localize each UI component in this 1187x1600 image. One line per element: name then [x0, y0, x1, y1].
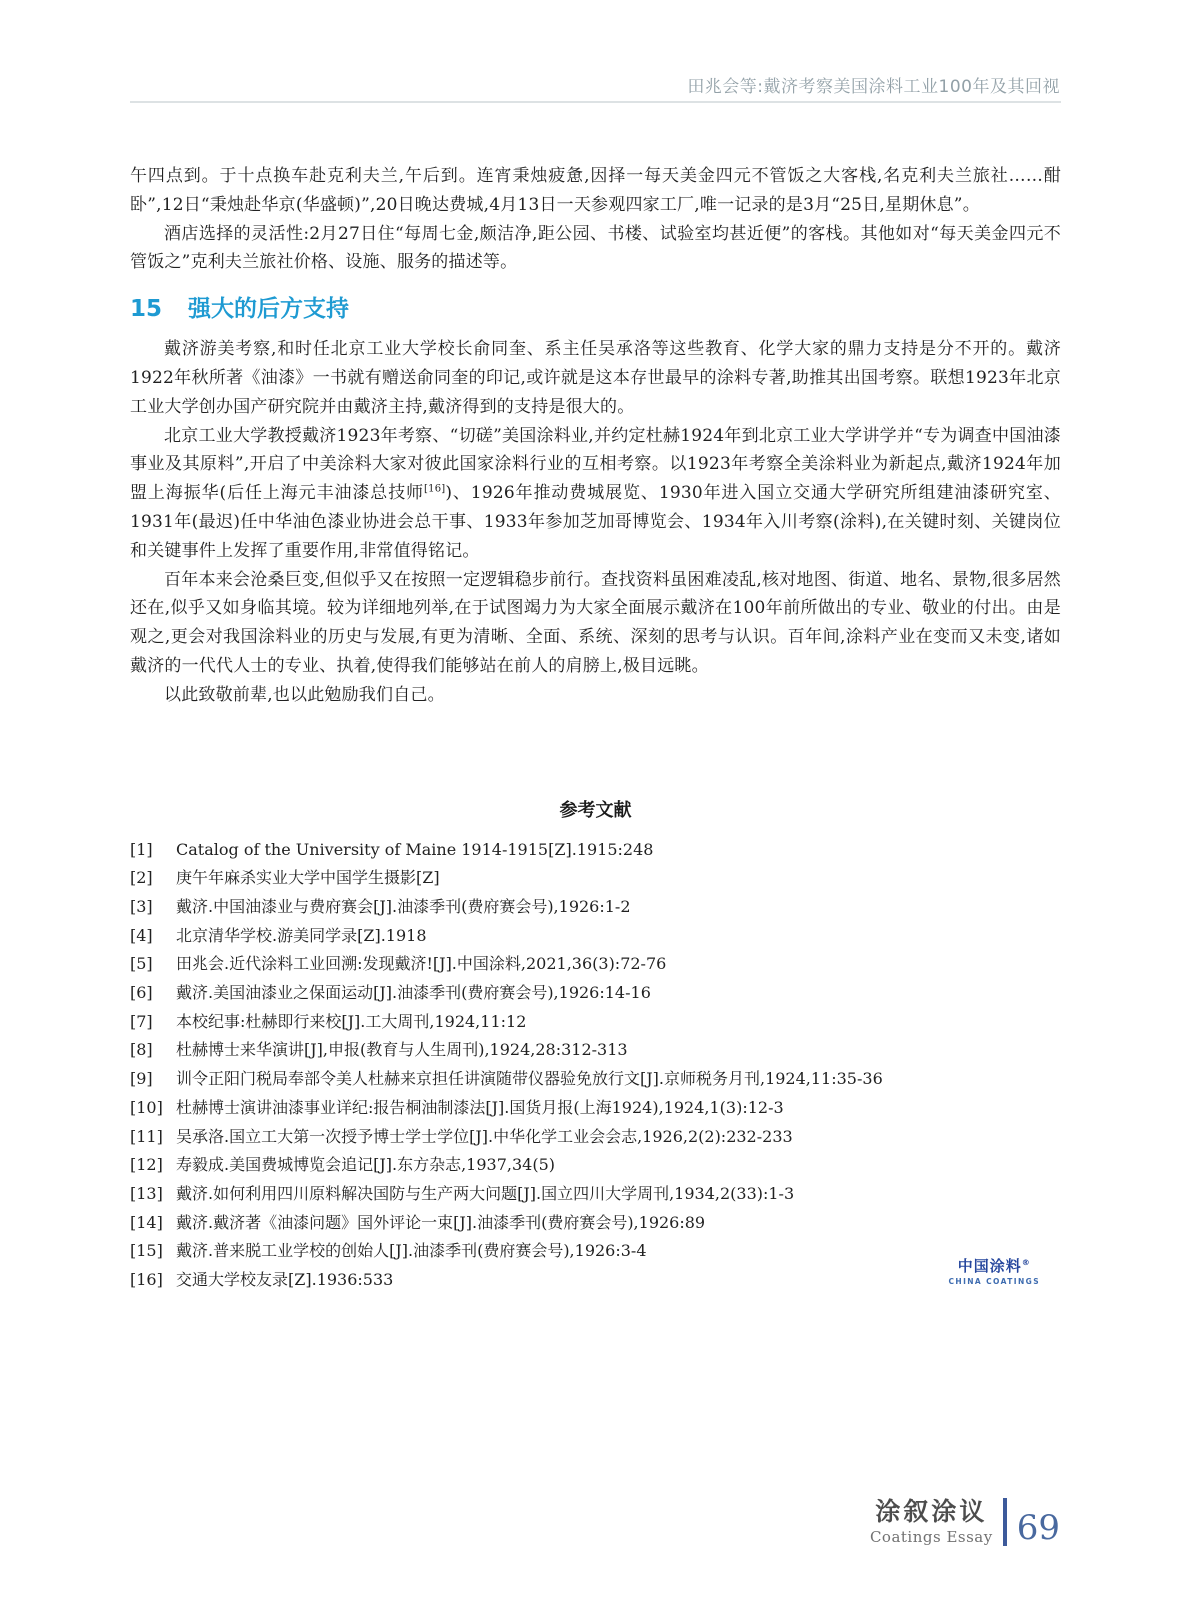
reference-item [130, 950, 1061, 979]
article-body [130, 162, 1061, 1295]
reference-number: [4] [130, 925, 153, 945]
reference-item [130, 1123, 1061, 1152]
reference-number: [2] [130, 868, 153, 888]
reference-number: [1] [130, 839, 153, 859]
reference-text: Catalog of the University of Maine 1914-1915[Z].1915:248 [176, 839, 654, 859]
page-footer [870, 1498, 1060, 1546]
page-number: 69 [1016, 1508, 1060, 1548]
paragraph: 戴济游美考察,和时任北京工业大学校长俞同奎、系主任吴承洛等这些教育、化学大家的鼎力支持是分不开的。戴济1922年秋所著《油漆》一书就有赠送俞同奎的印记,或许就是这本存世最早的涂料专著,助推其出国考察。联想1923年北京工业大学创办国产研究院并由戴济主持,戴济得到的支持是很大的。 [130, 339, 1061, 417]
logo-name-cn [948, 1258, 1040, 1274]
reference-text: 寿毅成.美国费城博览会追记[J].东方杂志,1937,34(5) [176, 1155, 555, 1175]
reference-text: 田兆会.近代涂料工业回溯:发现戴济![J].中国涂料,2021,36(3):72-76 [176, 954, 667, 974]
reference-text: 北京清华学校.游美同学录[Z].1918 [176, 925, 427, 945]
paragraph [130, 422, 1061, 566]
reference-text: 戴济.戴济著《油漆问题》国外评论一束[J].油漆季刊(费府赛会号),1926:89 [176, 1212, 706, 1232]
reference-text: 交通大学校友录[Z].1936:533 [176, 1270, 394, 1290]
reference-number: [6] [130, 983, 153, 1003]
paragraph: 午四点到。于十点换车赴克利夫兰,午后到。连宵秉烛疲惫,因择一每天美金四元不管饭之大客栈,名克利夫兰旅社……酣卧”,12日“秉烛赴华京(华盛顿)”,20日晚达费城,4月13日一天参观四家工厂,唯一记录的是3月“25日,星期休息”。 [130, 166, 1061, 215]
china-coatings-logo [948, 1258, 1040, 1286]
reference-text: 训令正阳门税局奉部令美人杜赫来京担任讲演随带仪器验免放行文[J].京师税务月刊,1924,11:35-36 [176, 1069, 883, 1089]
reference-number: [12] [130, 1155, 163, 1175]
reference-number: [5] [130, 954, 153, 974]
section-title: 强大的后方支持 [188, 296, 350, 323]
paragraph-text: )、1926年推动费城展览、1930年进入国立交通大学研究所组建油漆研究室、1931年(最迟)任中华油色漆业协进会总干事、1933年参加芝加哥博览会、1934年入川考察(涂料),在关键时刻、关键岗位和关键事件上发挥了重要作用,非常值得铭记。 [130, 483, 1061, 561]
reference-item [130, 1036, 1061, 1065]
reference-number: [14] [130, 1212, 163, 1232]
reference-item [130, 1266, 1061, 1295]
reference-number: [9] [130, 1069, 153, 1089]
paragraph: 以此致敬前辈,也以此勉励我们自己。 [164, 684, 445, 705]
reference-number: [8] [130, 1040, 153, 1060]
reference-number: [11] [130, 1126, 163, 1146]
reference-text: 杜赫博士来华演讲[J],申报(教育与人生周刊),1924,28:312-313 [176, 1040, 628, 1060]
reference-text: 戴济.如何利用四川原料解决国防与生产两大问题[J].国立四川大学周刊,1934,2(33):1-3 [176, 1183, 795, 1203]
section-number: 15 [130, 296, 163, 323]
footer-column-en: Coatings Essay [869, 1528, 993, 1546]
citation-superscript: [16] [424, 483, 446, 495]
logo-text: 中国涂料 [957, 1257, 1022, 1275]
header-rule [130, 101, 1061, 103]
reference-item [130, 922, 1061, 951]
section-heading [130, 294, 1061, 324]
paragraph-text: 北京工业大学教授戴济1923年考察、“切磋”美国涂料业,并约定杜赫1924年到北京工业大学讲学并“专为调查中国油漆事业及其原料”,开启了中美涂料大家对彼此国家涂料行业的互相考察。以1923年考察全美涂料业为新起点,戴济1924年加盟上海振华(后任上海元丰油漆总技师 [130, 425, 1061, 504]
reference-text: 戴济.美国油漆业之保面运动[J].油漆季刊(费府赛会号),1926:14-16 [176, 983, 651, 1003]
references-heading: 参考文献 [559, 799, 632, 821]
reference-item [130, 979, 1061, 1008]
reference-number: [10] [130, 1097, 163, 1117]
reference-number: [15] [130, 1241, 163, 1261]
reference-text: 本校纪事:杜赫即行来校[J].工大周刊,1924,11:12 [176, 1011, 527, 1031]
running-head: 田兆会等:戴济考察美国涂料工业100年及其回视 [687, 77, 1060, 97]
reference-item [130, 893, 1061, 922]
reference-number: [7] [130, 1011, 153, 1031]
reference-number: [13] [130, 1183, 163, 1203]
footer-column-cn: 涂叙涂议 [875, 1497, 988, 1526]
reference-text: 庚午年麻杀实业大学中国学生摄影[Z] [176, 868, 440, 888]
paragraph: 百年本来会沧桑巨变,但似乎又在按照一定逻辑稳步前行。查找资料虽困难凌乱,核对地图、街道、地名、景物,很多居然还在,似乎又如身临其境。较为详细地列举,在于试图竭力为大家全面展示戴济在100年前所做出的专业、敬业的付出。由是观之,更会对我国涂料业的历史与发展,有更为清晰、全面、系统、深刻的思考与认识。百年间,涂料产业在变而又未变,诸如戴济的一代代人士的专业、执着,使得我们能够站在前人的肩膀上,极目远眺。 [130, 569, 1061, 676]
footer-column-title [870, 1498, 1003, 1546]
references-list [130, 836, 1061, 1295]
reference-text: 吴承洛.国立工大第一次授予博士学士学位[J].中华化学工业会会志,1926,2(2):232-233 [176, 1126, 793, 1146]
reference-text: 戴济.中国油漆业与费府赛会[J].油漆季刊(费府赛会号),1926:1-2 [176, 896, 631, 916]
reference-number: [16] [130, 1270, 163, 1290]
reference-item [130, 1180, 1061, 1209]
reference-item [130, 1151, 1061, 1180]
reference-item [130, 864, 1061, 893]
reference-item [130, 836, 1061, 865]
registered-trademark-icon: ® [1021, 1258, 1031, 1267]
reference-item [130, 1237, 1061, 1266]
paragraph: 酒店选择的灵活性:2月27日住“每周七金,颇洁净,距公园、书楼、试验室均甚近便”的客栈。其他如对“每天美金四元不管饭之”克利夫兰旅社价格、设施、服务的描述等。 [130, 223, 1061, 273]
reference-text: 杜赫博士演讲油漆事业详纪:报告桐油制漆法[J].国货月报(上海1924),1924,1(3):12-3 [176, 1097, 784, 1117]
reference-item [130, 1065, 1061, 1094]
logo-name-en: CHINA COATINGS [948, 1277, 1040, 1286]
reference-text: 戴济.普来脱工业学校的创始人[J].油漆季刊(费府赛会号),1926:3-4 [176, 1241, 647, 1261]
reference-item [130, 1209, 1061, 1238]
reference-item [130, 1094, 1061, 1123]
reference-item [130, 1008, 1061, 1037]
reference-number: [3] [130, 896, 153, 916]
